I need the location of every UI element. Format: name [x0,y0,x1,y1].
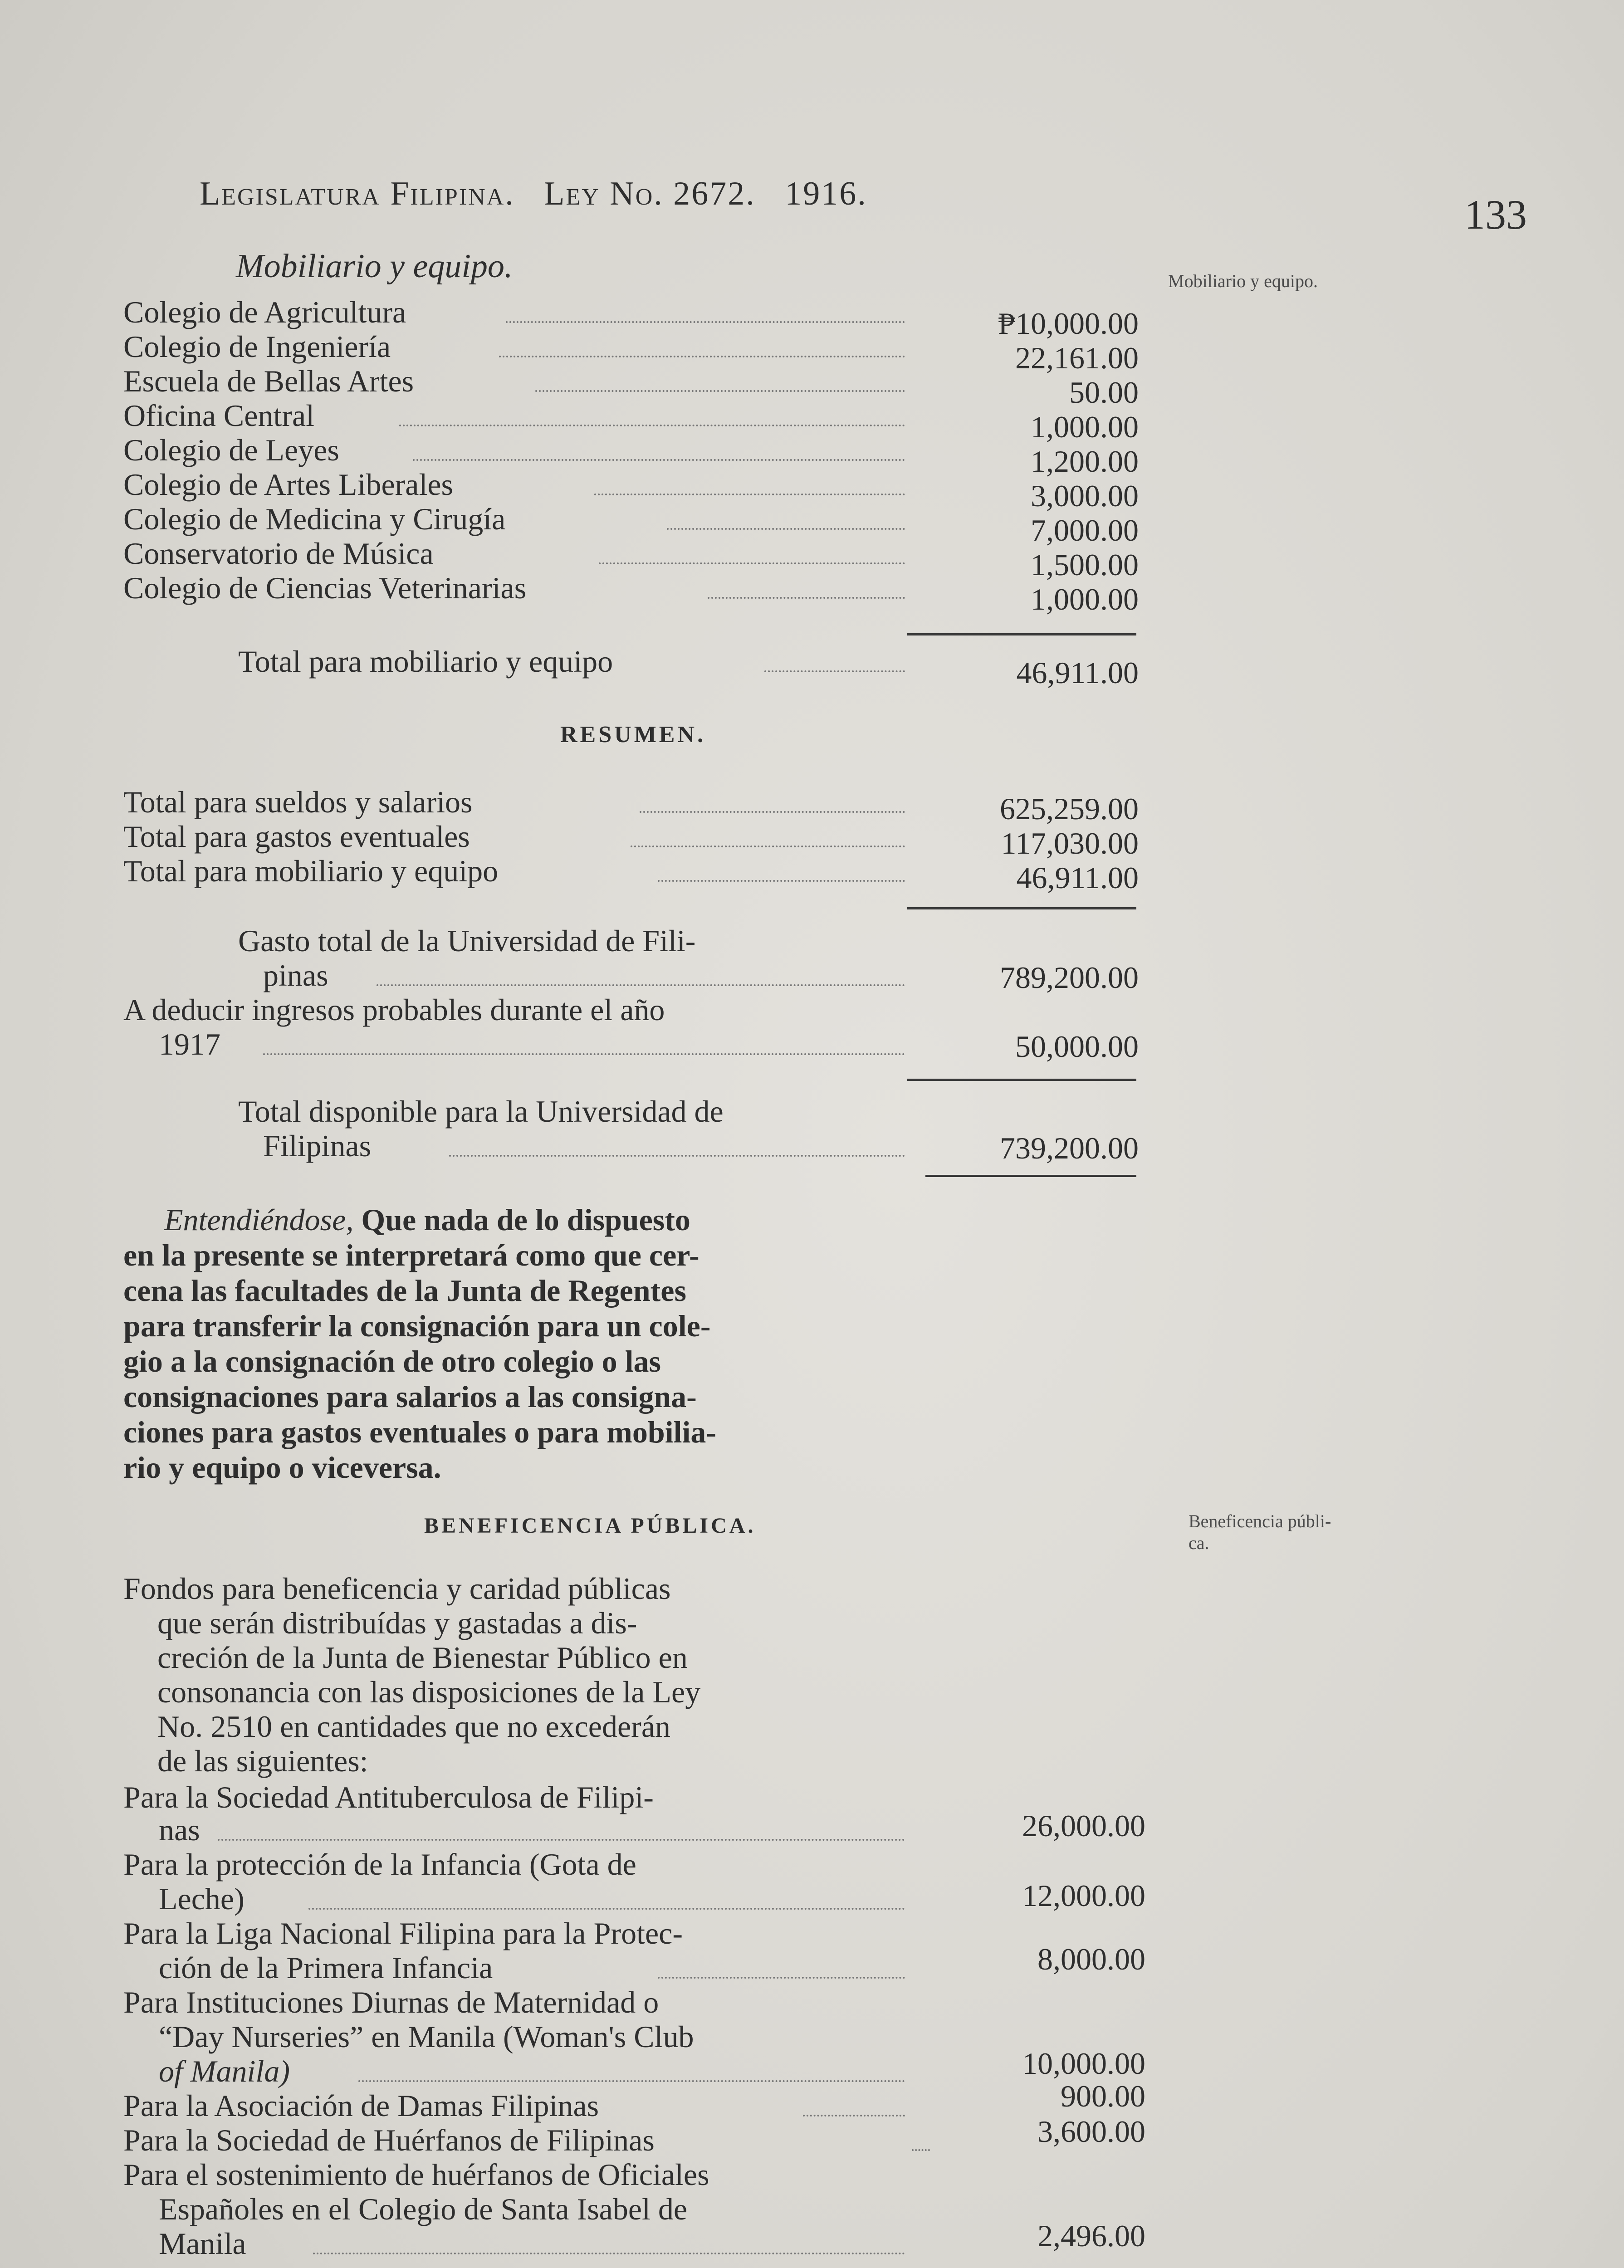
beneficencia-item-line1: Para Instituciones Diurnas de Maternidad o [123,1985,659,2019]
deducir-line2: 1917 [159,1027,220,1061]
gasto-total-line2: pinas [263,958,328,992]
margin-note-beneficencia: Beneficencia públi- [1189,1511,1331,1531]
mobiliario-item-label: Colegio de Agricultura [123,295,406,329]
section-heading-mobiliario: Mobiliario y equipo. [236,248,513,285]
sum-rule [907,907,1136,909]
intro-line: que serán distribuídas y gastadas a dis- [157,1606,637,1640]
para-line: ciones para gastos eventuales o para mobilia- [123,1415,717,1449]
mobiliario-total-amount: 46,911.00 [1016,655,1139,690]
disponible-line1: Total disponible para la Universidad de [238,1094,724,1129]
mobiliario-item-label: Colegio de Ciencias Veterinarias [123,571,527,605]
beneficencia-item-amount: 8,000.00 [1037,1942,1145,1976]
resumen-item-label: Total para mobiliario y equipo [123,854,499,888]
mobiliario-item-label: Oficina Central [123,398,315,433]
resumen-item-label: Total para sueldos y salarios [123,785,473,819]
para-line-text: Que nada de lo dispuesto [361,1202,690,1237]
section-heading-beneficencia: BENEFICENCIA PÚBLICA. [424,1514,756,1538]
mobiliario-item-amount: 1,000.00 [1031,410,1139,444]
header-year: 1916. [785,175,867,212]
section-heading-resumen: RESUMEN. [560,722,706,748]
intro-line: Fondos para beneficencia y caridad públicas [123,1571,671,1606]
mobiliario-item-amount: 3,000.00 [1031,479,1139,513]
mobiliario-item-amount: 50.00 [1069,375,1139,410]
beneficencia-item-line1: Para la Sociedad Antituberculosa de Filipi- [123,1780,654,1814]
mobiliario-item-amount: 1,200.00 [1031,444,1139,479]
leader-dots [594,494,905,495]
resumen-item-amount: 117,030.00 [1001,826,1139,860]
beneficencia-item-line1: Para la Asociación de Damas Filipinas [123,2088,599,2123]
leader-dots [449,1155,905,1157]
mobiliario-item-label: Colegio de Leyes [123,433,339,467]
entendiendose-lead: Entendiéndose, [164,1202,354,1237]
beneficencia-item-amount: 10,000.00 [1022,2046,1145,2081]
para-line: consignaciones para salarios a las consigna- [123,1379,697,1414]
leader-dots [399,425,905,426]
leader-dots [506,321,905,323]
mobiliario-item-label: Colegio de Ingeniería [123,329,391,364]
mobiliario-total-label: Total para mobiliario y equipo [238,644,613,679]
mobiliario-item-amount: 1,500.00 [1031,547,1139,582]
beneficencia-item-amount: 12,000.00 [1022,1878,1145,1913]
leader-dots [764,670,905,672]
intro-line: creción de la Junta de Bienestar Público en [157,1640,688,1675]
gasto-total-line1: Gasto total de la Universidad de Fili- [238,924,696,958]
para-line: para transferir la consignación para un cole- [123,1309,711,1343]
header-ley: Ley No. 2672. [544,175,756,212]
resumen-item-amount: 46,911.00 [1016,860,1139,895]
mobiliario-item-label: Colegio de Medicina y Cirugía [123,502,506,536]
mobiliario-item-label: Conservatorio de Música [123,536,434,571]
mobiliario-item-label: Escuela de Bellas Artes [123,364,414,398]
running-header [200,175,867,213]
leader-dots [499,356,905,357]
intro-line: No. 2510 en cantidades que no excederán [157,1709,670,1744]
margin-note-mobiliario: Mobiliario y equipo. [1168,271,1318,291]
deducir-amount: 50,000.00 [1015,1029,1139,1064]
leader-dots [599,562,905,564]
beneficencia-item-line2 [159,2021,694,2052]
beneficencia-item-line2: nas [159,1813,200,1847]
leader-dots [708,597,905,599]
page-number: 133 [1464,191,1527,238]
resumen-item-amount: 625,259.00 [1000,792,1139,826]
beneficencia-item-amount: 3,600.00 [1037,2114,1145,2149]
mobiliario-item-amount: ₱10,000.00 [998,306,1139,341]
beneficencia-intro [123,1573,700,1780]
leader-dots [218,1839,905,1841]
beneficencia-item-line2-text: “Day Nurseries” en Manila (Woman's Club [159,2019,694,2054]
beneficencia-item-line3: of Manila) [159,2054,290,2088]
para-line: en la presente se interpretará como que cer- [123,1238,699,1272]
leader-dots [263,1053,905,1055]
gasto-total-amount: 789,200.00 [1000,960,1139,995]
beneficencia-item-line1: Para el sostenimiento de huérfanos de Oficiales [123,2157,709,2192]
beneficencia-item-line1: Para la Liga Nacional Filipina para la Protec- [123,1916,683,1950]
mobiliario-item-label: Colegio de Artes Liberales [123,467,454,502]
final-double-rule [925,1175,1136,1183]
beneficencia-item-line1: Para la protección de la Infancia (Gota de [123,1847,636,1882]
beneficencia-item-line2: Leche) [159,1882,245,1916]
para-line: rio y equipo o viceversa. [123,1450,441,1485]
leader-dots [912,2149,930,2151]
leader-dots [640,811,905,813]
leader-dots [667,528,905,530]
leader-dots [658,1977,905,1979]
header-legislatura: Legislatura Filipina. [200,175,515,212]
mobiliario-item-amount: 22,161.00 [1015,341,1139,375]
deducir-line1: A deducir ingresos probables durante el año [123,992,665,1027]
mobiliario-item-amount: 1,000.00 [1031,582,1139,616]
leader-dots [631,846,905,847]
para-line: cena las facultades de la Junta de Regentes [123,1273,686,1308]
para-line: gio a la consignación de otro colegio o las [123,1344,661,1378]
leader-dots [413,459,905,461]
intro-line: consonancia con las disposiciones de la Ley [157,1675,701,1709]
para-line [123,1202,913,1237]
beneficencia-item-line3: Manila [159,2226,246,2261]
beneficencia-item-amount: 900.00 [1061,2079,1145,2113]
disponible-amount: 739,200.00 [1000,1131,1139,1165]
intro-line: de las siguientes: [157,1744,368,1778]
sum-rule [907,633,1136,635]
mobiliario-item-amount: 7,000.00 [1031,513,1139,547]
leader-dots [658,880,905,882]
leader-dots [313,2253,905,2254]
leader-dots [535,390,905,392]
disponible-line2: Filipinas [263,1129,372,1163]
leader-dots [358,2080,905,2082]
leader-dots [377,984,905,986]
sum-rule [907,1079,1136,1081]
beneficencia-item-line1: Para la Sociedad de Huérfanos de Filipinas [123,2123,655,2157]
resumen-item-label: Total para gastos eventuales [123,819,470,854]
entendiendose-paragraph [123,1202,913,1485]
beneficencia-item-amount: 26,000.00 [1022,1809,1145,1843]
margin-note-beneficencia-2: ca. [1189,1533,1209,1553]
beneficencia-item-amount: 2,496.00 [1037,2219,1145,2253]
beneficencia-item-line2: Españoles en el Colegio de Santa Isabel de [159,2192,688,2226]
leader-dots [308,1908,905,1910]
beneficencia-item-line2: ción de la Primera Infancia [159,1950,493,1985]
